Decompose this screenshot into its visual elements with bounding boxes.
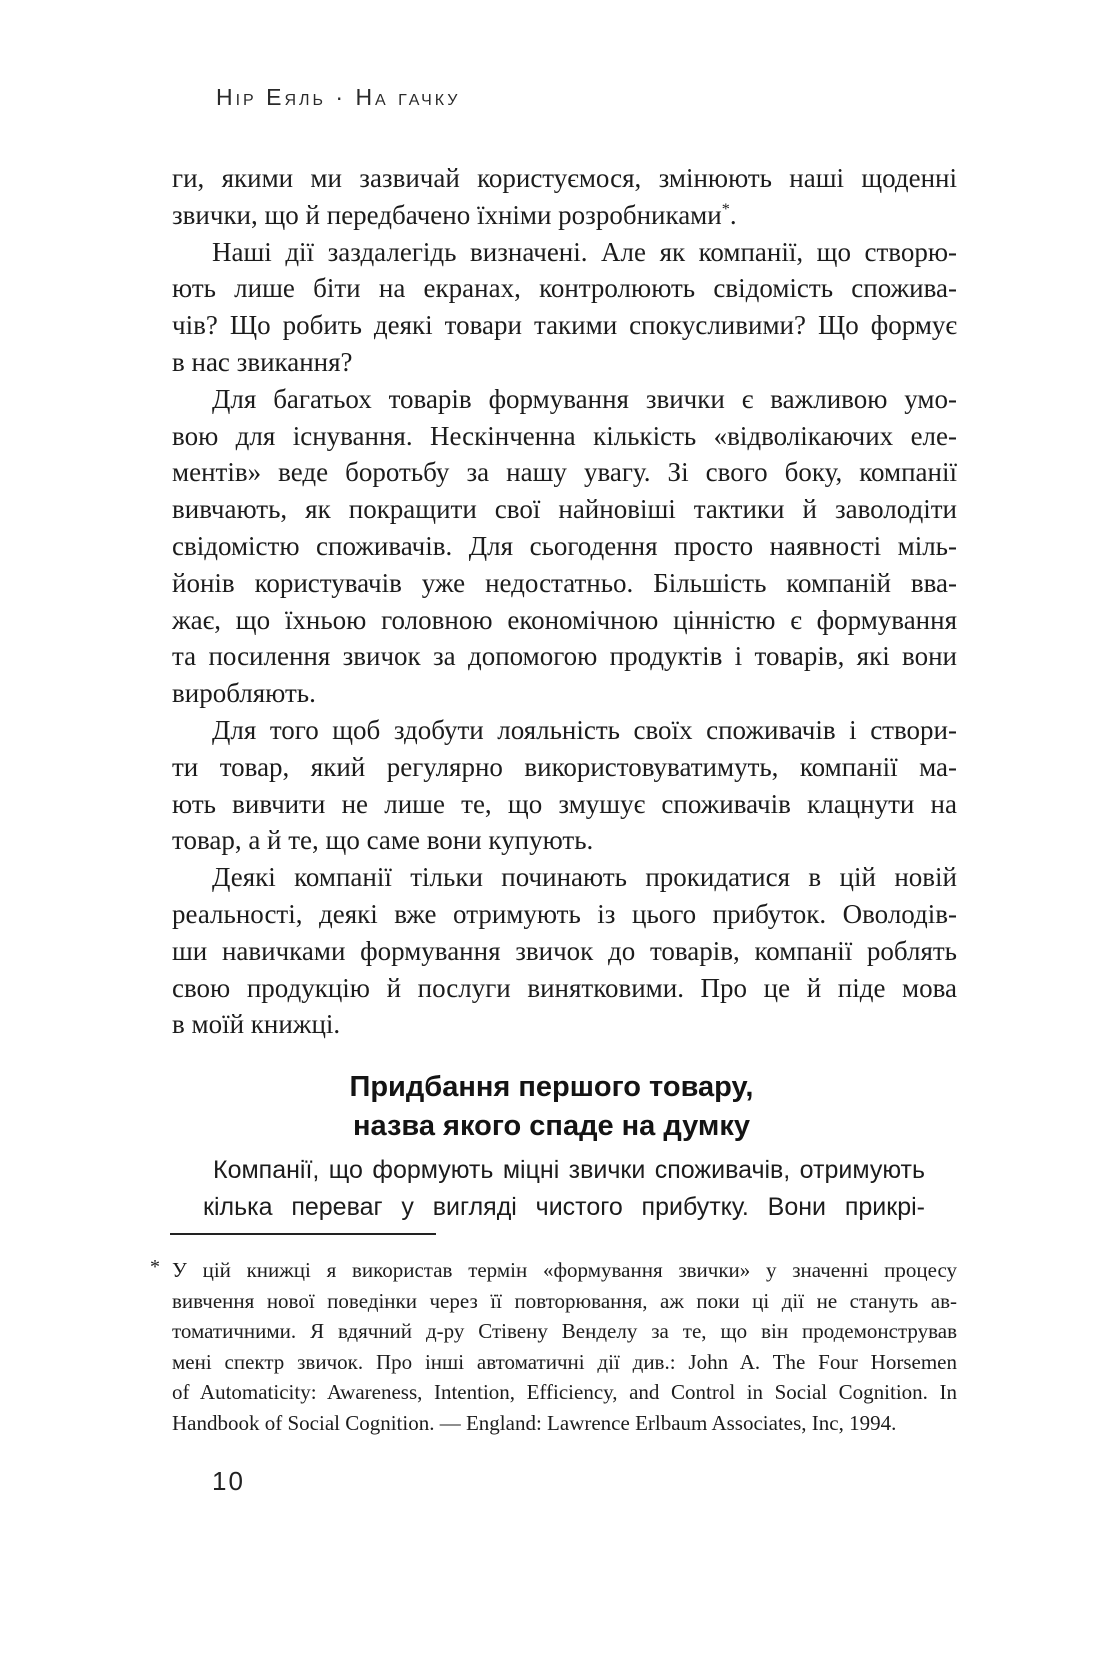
section-paragraph [203, 1152, 925, 1226]
page-number: 10 [212, 1466, 245, 1496]
text-line: в моїй книжці. [172, 1009, 341, 1040]
text-line: мені спектр звичок. Про інші автоматичні дії див.: John A. The Four Horsemen [172, 1349, 957, 1374]
text-line: жає, що їхньою головною економічною цінністю є формування [172, 604, 957, 635]
text-line: вою для існування. Нескінченна кількість «відволікаючих еле- [172, 420, 957, 451]
body-text [172, 160, 957, 1043]
text-line: ють лише біти на екранах, контролюють свідомість спожива- [172, 273, 957, 304]
text-line: Для того щоб здобути лояльність своїх споживачів і створи- [212, 714, 957, 745]
text-line: йонів користувачів уже недостатньо. Більшість компаній вва- [172, 567, 957, 598]
text-line: ти товар, який регулярно використовуватимуть, компанії ма- [172, 751, 957, 782]
section-heading-line: Придбання першого товару, [349, 1071, 754, 1103]
paragraph [172, 160, 957, 234]
text-line: У цій книжці я використав термін «формування звички» у значенні процесу [172, 1258, 957, 1282]
text-line: виробляють. [172, 678, 316, 709]
paragraph [172, 234, 957, 381]
text-line: ши навичками формування звичок до товарів, компанії роблять [172, 935, 957, 966]
paragraph [172, 712, 957, 859]
text-line: звички, що й передбачено їхніми розробниками*. [172, 199, 737, 230]
footnote-separator [170, 1233, 436, 1235]
footnote-marker: * [150, 1256, 160, 1278]
footnote [150, 1255, 957, 1438]
text-line: товар, а й те, що саме вони купують. [172, 825, 594, 856]
text-line: Компанії, що формують міцні звички споживачів, отримують [213, 1156, 925, 1184]
text-line: ментів» веде боротьбу за нашу увагу. Зі свого боку, компанії [172, 457, 957, 488]
text-line: Деякі компанії тільки починають прокидатися в цій новій [212, 862, 957, 893]
text-line: Для багатьох товарів формування звички є важливою умо- [212, 383, 957, 414]
text-line: в нас звикання? [172, 346, 353, 377]
section-heading-line: назва якого спаде на думку [353, 1110, 750, 1142]
text-line: вивчення нової поведінки через її повторювання, аж поки ці дії не стануть ав- [172, 1288, 957, 1313]
text-line: вивчають, як покращити свої найновіші тактики й заволодіти [172, 494, 957, 525]
text-line: Handbook of Social Cognition. — England: Lawrence Erlbaum Associates, Inc, 1994. [172, 1410, 897, 1435]
text-line: ги, якими ми зазвичай користуємося, змінюють наші щоденні [172, 163, 957, 193]
running-header: Нір Еяль · На гачку [216, 84, 461, 110]
text-line: свою продукцію й послуги винятковими. Про це й піде мова [172, 972, 957, 1003]
text-line: of Automaticity: Awareness, Intention, Efficiency, and Control in Social Cognition. In [172, 1380, 957, 1404]
text-line: та посилення звичок за допомогою продуктів і товарів, які вони [172, 641, 957, 672]
text-line: свідомістю споживачів. Для сьогодення просто наявності міль- [172, 530, 957, 561]
text-line: чів? Що робить деякі товари такими спокусливими? Що формує [172, 310, 957, 341]
paragraph [172, 859, 957, 1043]
text-line: томатичними. Я вдячний д-ру Стівену Венделу за те, що він продемонстрував [172, 1319, 957, 1343]
text-line: кілька переваг у вигляді чистого прибутку. Вони прикрі- [203, 1193, 925, 1221]
text-line: Наші дії заздалегідь визначені. Але як компанії, що створю- [212, 236, 957, 267]
text-line: ють вивчити не лише те, що змушує споживачів клацнути на [172, 788, 957, 819]
paragraph [172, 381, 957, 712]
text-line: реальності, деякі вже отримують із цього прибуток. Оволодів- [172, 898, 957, 929]
section-heading [0, 1068, 1103, 1146]
